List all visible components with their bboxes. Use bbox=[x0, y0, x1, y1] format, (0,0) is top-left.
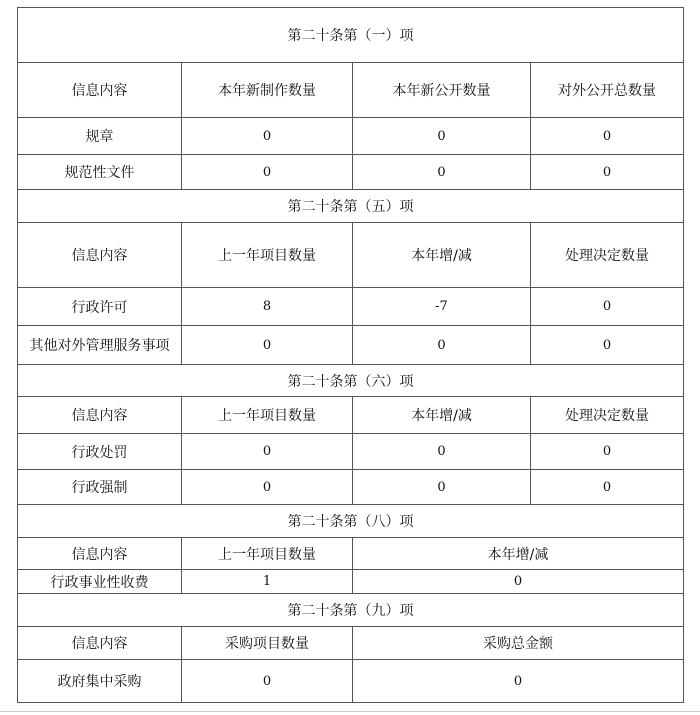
value-cell: 0 bbox=[531, 434, 684, 470]
row-label: 行政事业性收费 bbox=[18, 570, 182, 594]
header-cell: 上一年项目数量 bbox=[182, 397, 353, 434]
header-row bbox=[18, 538, 684, 570]
header-row bbox=[18, 63, 684, 118]
header-row bbox=[18, 627, 684, 660]
header-cell: 信息内容 bbox=[18, 538, 182, 570]
value-cell: 8 bbox=[182, 288, 353, 326]
header-cell: 信息内容 bbox=[18, 627, 182, 660]
header-cell: 信息内容 bbox=[18, 63, 182, 118]
row-label: 规章 bbox=[18, 118, 182, 155]
section-title-row bbox=[18, 594, 684, 627]
value-cell: 0 bbox=[531, 326, 684, 365]
value-cell: 0 bbox=[182, 434, 353, 470]
header-cell: 采购总金额 bbox=[353, 627, 684, 660]
row-label: 政府集中采购 bbox=[18, 660, 182, 703]
table-row bbox=[18, 288, 684, 326]
header-cell: 本年增/减 bbox=[353, 397, 531, 434]
table-row bbox=[18, 326, 684, 365]
header-cell: 处理决定数量 bbox=[531, 223, 684, 288]
value-cell: 0 bbox=[353, 570, 684, 594]
section-title-row bbox=[18, 8, 684, 63]
row-label: 其他对外管理服务事项 bbox=[18, 326, 182, 365]
header-cell: 本年增/减 bbox=[353, 538, 684, 570]
value-cell: 0 bbox=[353, 660, 684, 703]
header-cell: 处理决定数量 bbox=[531, 397, 684, 434]
header-row bbox=[18, 223, 684, 288]
table-row bbox=[18, 434, 684, 470]
bottom-divider bbox=[0, 711, 700, 712]
value-cell: 0 bbox=[353, 434, 531, 470]
value-cell: 0 bbox=[531, 470, 684, 505]
header-cell: 采购项目数量 bbox=[182, 627, 353, 660]
value-cell: 0 bbox=[182, 326, 353, 365]
section-title: 第二十条第（一）项 bbox=[18, 8, 684, 63]
row-label: 行政处罚 bbox=[18, 434, 182, 470]
section-title-row bbox=[18, 505, 684, 538]
table-row bbox=[18, 155, 684, 190]
row-label: 规范性文件 bbox=[18, 155, 182, 190]
header-cell: 信息内容 bbox=[18, 223, 182, 288]
header-cell: 本年增/减 bbox=[353, 223, 531, 288]
value-cell: 0 bbox=[182, 470, 353, 505]
header-cell: 上一年项目数量 bbox=[182, 223, 353, 288]
section-title: 第二十条第（九）项 bbox=[18, 594, 684, 627]
section-title: 第二十条第（六）项 bbox=[18, 365, 684, 397]
section-title: 第二十条第（八）项 bbox=[18, 505, 684, 538]
value-cell: 0 bbox=[531, 155, 684, 190]
table-row bbox=[18, 470, 684, 505]
value-cell: 0 bbox=[531, 118, 684, 155]
header-cell: 对外公开总数量 bbox=[531, 63, 684, 118]
header-cell: 本年新制作数量 bbox=[182, 63, 353, 118]
row-label: 行政强制 bbox=[18, 470, 182, 505]
value-cell: 1 bbox=[182, 570, 353, 594]
value-cell: 0 bbox=[353, 326, 531, 365]
value-cell: 0 bbox=[182, 118, 353, 155]
value-cell: 0 bbox=[182, 155, 353, 190]
value-cell: 0 bbox=[353, 118, 531, 155]
section-title: 第二十条第（五）项 bbox=[18, 190, 684, 223]
header-cell: 上一年项目数量 bbox=[182, 538, 353, 570]
value-cell: 0 bbox=[531, 288, 684, 326]
row-label: 行政许可 bbox=[18, 288, 182, 326]
section-title-row bbox=[18, 190, 684, 223]
table-row bbox=[18, 118, 684, 155]
disclosure-table bbox=[17, 7, 684, 703]
value-cell: 0 bbox=[353, 155, 531, 190]
value-cell: 0 bbox=[353, 470, 531, 505]
section-title-row bbox=[18, 365, 684, 397]
header-row bbox=[18, 397, 684, 434]
table-row bbox=[18, 660, 684, 703]
header-cell: 本年新公开数量 bbox=[353, 63, 531, 118]
table-row bbox=[18, 570, 684, 594]
header-cell: 信息内容 bbox=[18, 397, 182, 434]
value-cell: 0 bbox=[182, 660, 353, 703]
value-cell: -7 bbox=[353, 288, 531, 326]
